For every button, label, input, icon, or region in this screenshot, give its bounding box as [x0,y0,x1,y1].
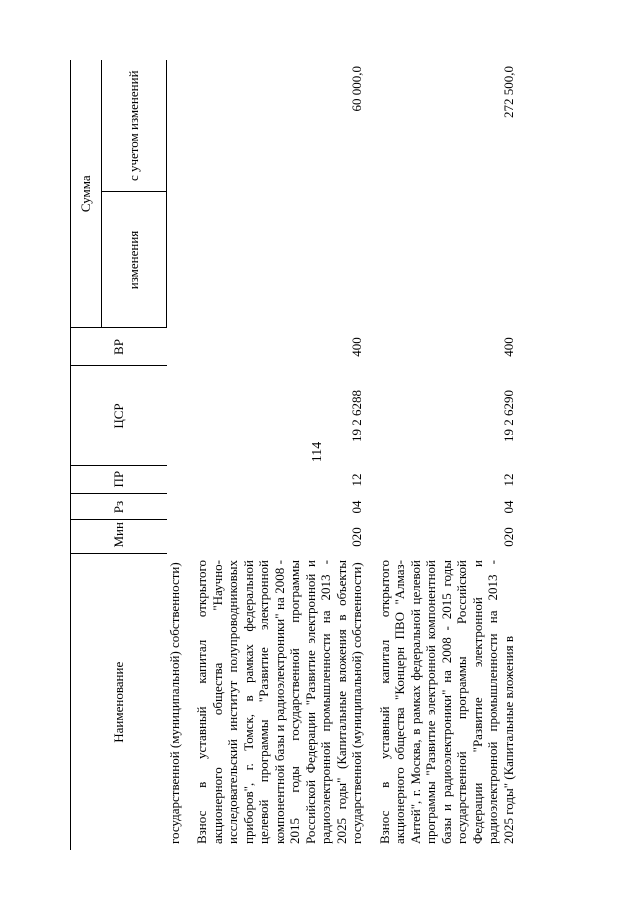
header-sum: Сумма [71,60,102,328]
row-min: 020 [500,527,516,547]
row-vr: 400 [500,337,516,357]
header-pr: ПР [71,466,167,494]
row-rz: 04 [349,500,364,514]
appropriations-table-sheet [70,60,640,850]
header-csr: ЦСР [71,366,167,466]
row-min: 020 [349,527,364,547]
row-pr: 12 [500,473,516,487]
row-rz: 04 [500,500,516,514]
table-row [377,60,517,850]
row-csr: 19 2 6290 [500,390,516,442]
header-name: Наименование [71,554,167,850]
header-min: Мин [71,520,167,554]
row-total: 272 500,0 [500,66,516,118]
row-min [167,520,183,554]
appropriations-table [70,60,516,850]
row-pr [167,466,183,494]
row-pr: 12 [349,473,364,487]
row-vr: 400 [349,337,364,357]
row-rz [167,494,183,520]
row-total: 60 000,0 [349,66,364,112]
row-csr: 19 2 6288 [349,390,364,442]
header-with-changes: с учетом изменений [102,60,167,192]
row-changes [167,192,183,328]
row-vr [167,328,183,366]
row-total [167,60,183,192]
page-number: 114 [310,441,325,463]
header-changes: изменения [102,192,167,328]
row-changes [194,192,365,328]
header-vr: ВР [71,328,167,366]
header-rz: Рз [71,494,167,520]
row-changes [377,192,517,328]
row-name: Взнос в уставный капитал открытого акционерного общества "Научно-исследовательский институт полупроводниковых приборов", г. Томск, в рамках федеральной целевой программы "Развитие электронной компонентной базы и радиоэлектроники" на 2008 - 2015 годы государственной программы Российской Федерации "Развитие электронной и радиоэлектронной промышленности на 2013 - 2025 годы" (Капитальные вложения в объекты государственной (муниципальной) собственности) [194,560,364,844]
row-name: государственной (муниципальной) собственности) [166,562,182,844]
row-csr [167,366,183,466]
row-name: Взнос в уставный капитал открытого акционерного общества "Концерн ПВО "Алмаз-Антей", г. Москва, в рамках федеральной целевой программы "Развитие электронной компонентной базы и радиоэлектроники" на 2008 - 2015 годы государственной программы Российской Федерации "Развитие электронной и радиоэлектронной промышленности на 2013 - 2025 годы" (Капитальные вложения в [376,560,516,844]
table-row [167,60,183,850]
table-row [194,60,365,850]
